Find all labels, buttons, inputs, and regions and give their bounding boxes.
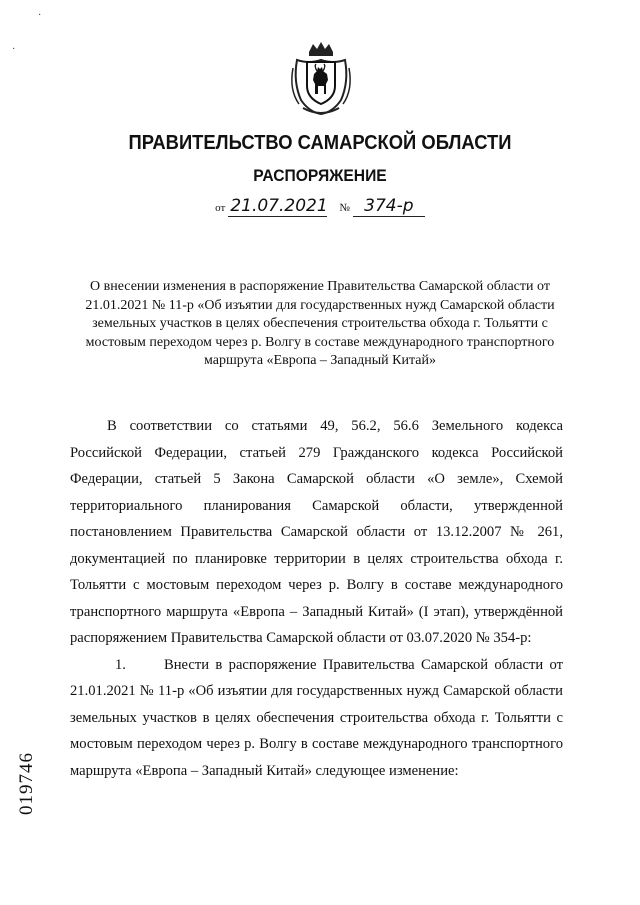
scan-mark: · (38, 10, 42, 21)
stamp-number: 019746 (16, 752, 37, 815)
scan-mark: · (12, 44, 16, 55)
number-prefix: № (339, 202, 350, 214)
organization-title: ПРАВИТЕЛЬСТВО САМАРСКОЙ ОБЛАСТИ (128, 132, 512, 154)
item-number: 1. (115, 656, 126, 673)
document-date: 21.07.2021 (230, 196, 328, 216)
date-number-line (0, 196, 640, 217)
body-paragraph: В соответствии со статьями 49, 56.2, 56.6 Земельного кодекса Российской Федерации, статьей 279 Гражданского кодекса Российской Федерации, статьей 5 Закона Самарской области «О земле», Схемой территориального планирования Самарской области, утвержденной постановлением Правительства Самарской области от 13.12.2007 № 261, документацией по планировке территории в целях строительства обхода г. Тольятти с мостовым переходом через р. Волгу в составе международного транспортного маршрута «Европа – Западный Китай» (I этап), утверждённой распоряжением Правительства Самарской области от 03.07.2020 № 354-р: (70, 418, 563, 646)
samara-coat-of-arms-icon (287, 38, 355, 118)
date-prefix: от (215, 202, 226, 214)
document-subject: О внесении изменения в распоряжение Правительства Самарской области от 21.01.2021 № 11-р «Об изъятии для государственных нужд Самарской области земельных участков в целях обеспечения строительства обхода г. Тольятти с мостовым переходом через р. Волгу в составе международного транспортного маршрута «Европа – Западный Китай» (85, 279, 555, 368)
document-type: РАСПОРЯЖЕНИЕ (253, 166, 387, 185)
list-item (70, 652, 563, 785)
document-number: 374-р (353, 196, 425, 217)
item-text: Внести в распоряжение Правительства Самарской области от 21.01.2021 № 11-р «Об изъятии для государственных нужд Самарской области земельных участков в целях обеспечения строительства обхода г. Тольятти с мостовым переходом через р. Волгу в составе международного транспортного маршрута «Европа – Западный Китай» следующее изменение: (70, 656, 564, 779)
document-body (70, 413, 563, 784)
